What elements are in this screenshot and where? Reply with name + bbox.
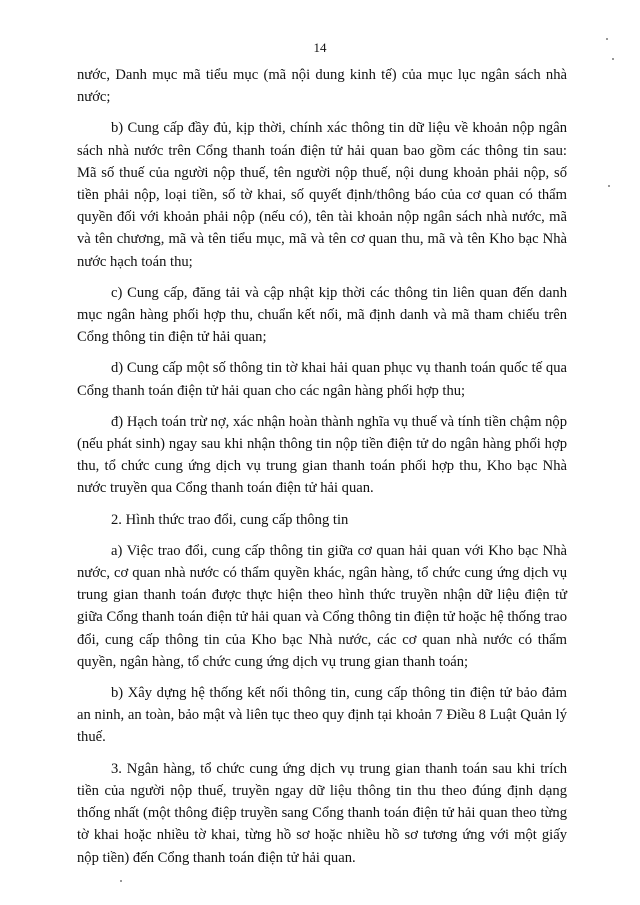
paragraph-item-d: d) Cung cấp một số thông tin tờ khai hải quan phục vụ thanh toán quốc tế qua Cổng thanh toán điện tử hải quan cho các ngân hàng phối hợp thu;	[77, 360, 567, 399]
scan-speck	[606, 38, 608, 40]
page-number: 14	[313, 40, 327, 55]
paragraph-item-2b: b) Xây dựng hệ thống kết nối thông tin, cung cấp thông tin điện tử bảo đảm an ninh, an toàn, bảo mật và liên tục theo quy định tại khoản 7 Điều 8 Luật Quản lý thuế.	[77, 685, 567, 746]
section-3: 3. Ngân hàng, tổ chức cung ứng dịch vụ trung gian thanh toán sau khi trích tiền của người nộp thuế, truyền ngay dữ liệu thông tin thu theo đúng định dạng thống nhất (một thông điệp truyền sang Cổng thanh toán điện tử hải quan theo từng tờ khai hoặc nhiều tờ khai, từng hồ sơ hoặc nhiều hồ sơ tương ứng với một giấy nộp tiền) đến Cổng thanh toán điện tử hải quan.	[77, 760, 567, 866]
paragraph-continuation: nước, Danh mục mã tiểu mục (mã nội dung kinh tế) của mục lục ngân sách nhà nước;	[77, 67, 567, 106]
section-heading-2: 2. Hình thức trao đổi, cung cấp thông tin	[111, 511, 349, 528]
paragraph-item-b: b) Cung cấp đầy đủ, kịp thời, chính xác thông tin dữ liệu về khoản nộp ngân sách nhà nước trên Cổng thanh toán điện tử hải quan bao gồm các thông tin sau: Mã số thuế của người nộp thuế, tên người nộp thuế, nội dung khoản phải nộp, số tiền phải nộp, loại tiền, số tờ khai, số quyết định/thông báo của cơ quan có thẩm quyền đối với khoản phải nộp (nếu có), tên tài khoản nộp ngân sách nhà nước, mã và tên chương, mã và tên tiểu mục, mã và tên cơ quan thu, mã và tên Kho bạc Nhà nước hạch toán thu;	[77, 120, 567, 270]
scan-speck	[608, 185, 610, 187]
paragraph-item-c: c) Cung cấp, đăng tải và cập nhật kịp thời các thông tin liên quan đến danh mục ngân hàng phối hợp thu, chuẩn kết nối, mã định danh và mã tham chiếu trên Cổng thông tin điện tử hải quan;	[77, 284, 567, 346]
scan-speck	[120, 880, 122, 882]
scan-speck	[612, 58, 614, 60]
paragraph-item-dd: đ) Hạch toán trừ nợ, xác nhận hoàn thành nghĩa vụ thuế và tính tiền chậm nộp (nếu phát sinh) ngay sau khi nhận thông tin nộp tiền điện tử do ngân hàng phối hợp thu, tổ chức cung ứng dịch vụ trung gian thanh toán phối hợp thu, Kho bạc Nhà nước truyền qua Cổng thanh toán điện tử hải quan.	[77, 413, 567, 497]
paragraph-item-2a: a) Việc trao đổi, cung cấp thông tin giữa cơ quan hải quan với Kho bạc Nhà nước, cơ quan nhà nước có thẩm quyền khác, ngân hàng, tổ chức cung ứng dịch vụ trung gian thanh toán được thực hiện theo hình thức truyền nhận dữ liệu điện tử giữa Cổng thanh toán điện tử hải quan và Cổng thông tin điện tử hoặc hệ thống trao đổi, cung cấp thông tin của Kho bạc Nhà nước, các cơ quan nhà nước có thẩm quyền, ngân hàng, tổ chức cung ứng dịch vụ trung gian thanh toán;	[77, 542, 567, 670]
document-body	[77, 64, 567, 878]
